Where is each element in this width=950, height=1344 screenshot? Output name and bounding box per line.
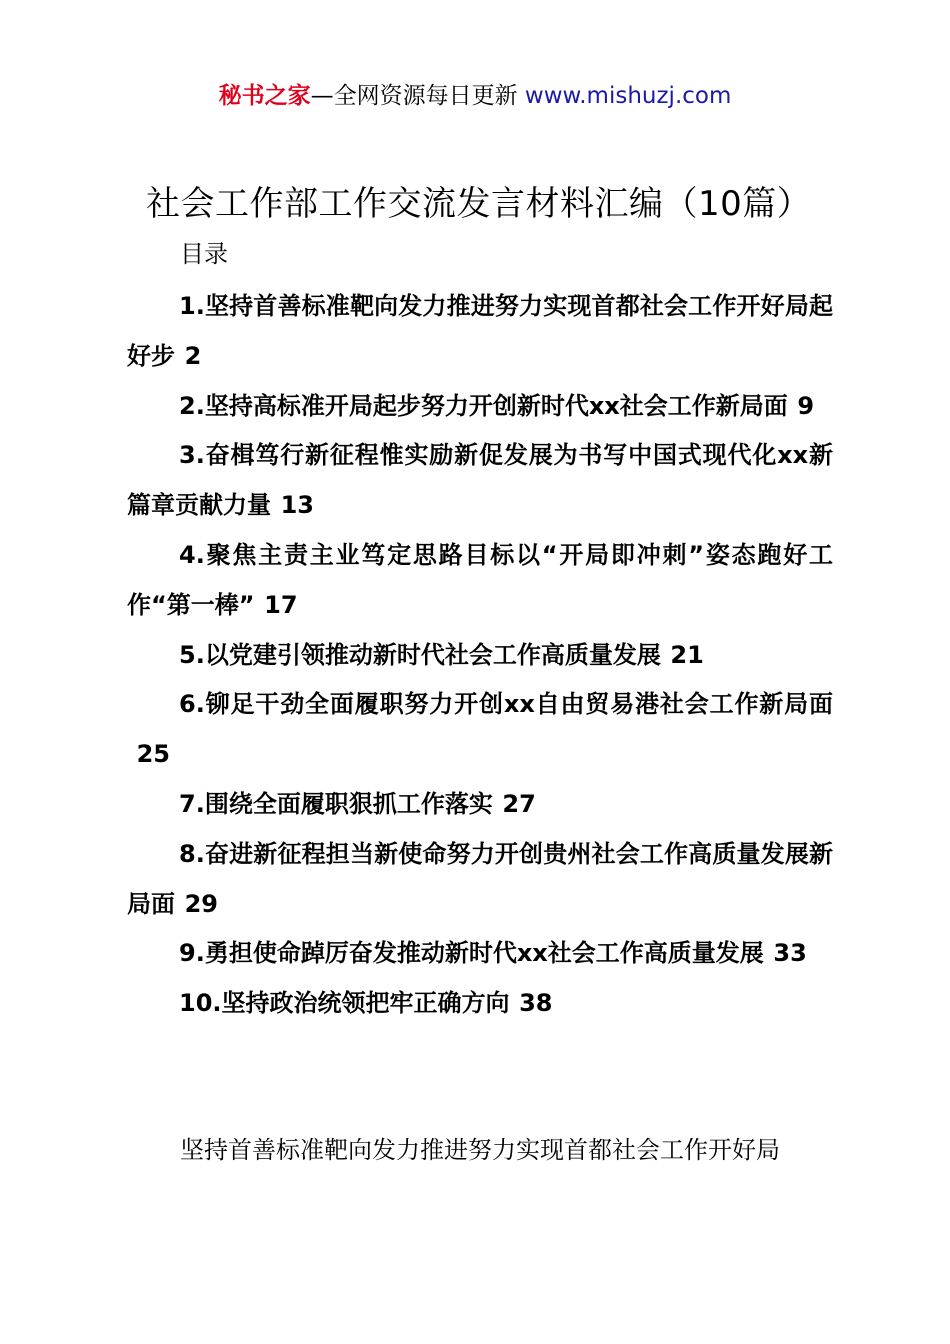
toc-entry-page: 25 bbox=[136, 740, 170, 769]
site-url-link[interactable]: www.mishuzj.com bbox=[524, 83, 732, 109]
toc-entry-title: 9.勇担使命踔厉奋发推动新时代xx社会工作高质量发展 bbox=[179, 939, 764, 968]
toc-entry-page: 33 bbox=[773, 939, 807, 968]
document-title: 社会工作部工作交流发言材料汇编（10篇） bbox=[146, 184, 812, 224]
toc-entry-title: 7.围绕全面履职狠抓工作落实 bbox=[179, 789, 493, 818]
toc-entry-page: 21 bbox=[670, 640, 704, 669]
toc-entry[interactable] bbox=[127, 979, 833, 1029]
toc-entry-page: 27 bbox=[502, 789, 536, 818]
toc-entry-page: 13 bbox=[280, 491, 314, 520]
header-tagline: —全网资源每日更新 bbox=[310, 83, 518, 109]
toc-entry-title: 8.奋进新征程担当新使命努力开创贵州社会工作高质量发展新局面 bbox=[127, 839, 833, 918]
toc-entry[interactable] bbox=[127, 282, 833, 382]
toc-entry-title: 4.聚焦主责主业笃定思路目标以“开局即冲刺”姿态跑好工作“第一棒” bbox=[127, 540, 833, 619]
toc-entry-page: 9 bbox=[797, 391, 815, 420]
toc-entry-page: 17 bbox=[264, 590, 298, 619]
toc-entry-page: 29 bbox=[184, 889, 218, 918]
toc-entry-title: 5.以党建引领推动新时代社会工作高质量发展 bbox=[179, 640, 661, 669]
toc-entry-title: 3.奋楫笃行新征程惟实励新促发展为书写中国式现代化xx新篇章贡献力量 bbox=[127, 441, 833, 520]
table-of-contents bbox=[127, 282, 833, 1029]
toc-entry-title: 2.坚持高标准开局起步努力开创新时代xx社会工作新局面 bbox=[179, 391, 788, 420]
toc-entry[interactable] bbox=[127, 631, 833, 681]
toc-entry-title: 6.铆足干劲全面履职努力开创xx自由贸易港社会工作新局面 bbox=[179, 690, 833, 719]
toc-entry-page: 2 bbox=[184, 341, 202, 370]
toc-entry[interactable] bbox=[127, 382, 833, 432]
toc-entry[interactable] bbox=[127, 929, 833, 979]
toc-entry-title: 1.坚持首善标准靶向发力推进努力实现首都社会工作开好局起好步 bbox=[127, 292, 833, 370]
toc-entry[interactable] bbox=[127, 830, 833, 930]
brand-name: 秘书之家 bbox=[218, 83, 311, 109]
toc-entry[interactable] bbox=[127, 531, 833, 631]
toc-entry-page: 38 bbox=[519, 989, 553, 1018]
section-heading-first-line: 坚持首善标准靶向发力推进努力实现首都社会工作开好局 bbox=[180, 1136, 780, 1164]
toc-entry[interactable] bbox=[127, 680, 833, 780]
toc-heading: 目录 bbox=[180, 240, 228, 268]
toc-entry-title: 10.坚持政治统领把牢正确方向 bbox=[179, 989, 510, 1018]
toc-entry[interactable] bbox=[127, 780, 833, 830]
site-header bbox=[0, 80, 950, 112]
toc-entry[interactable] bbox=[127, 431, 833, 531]
